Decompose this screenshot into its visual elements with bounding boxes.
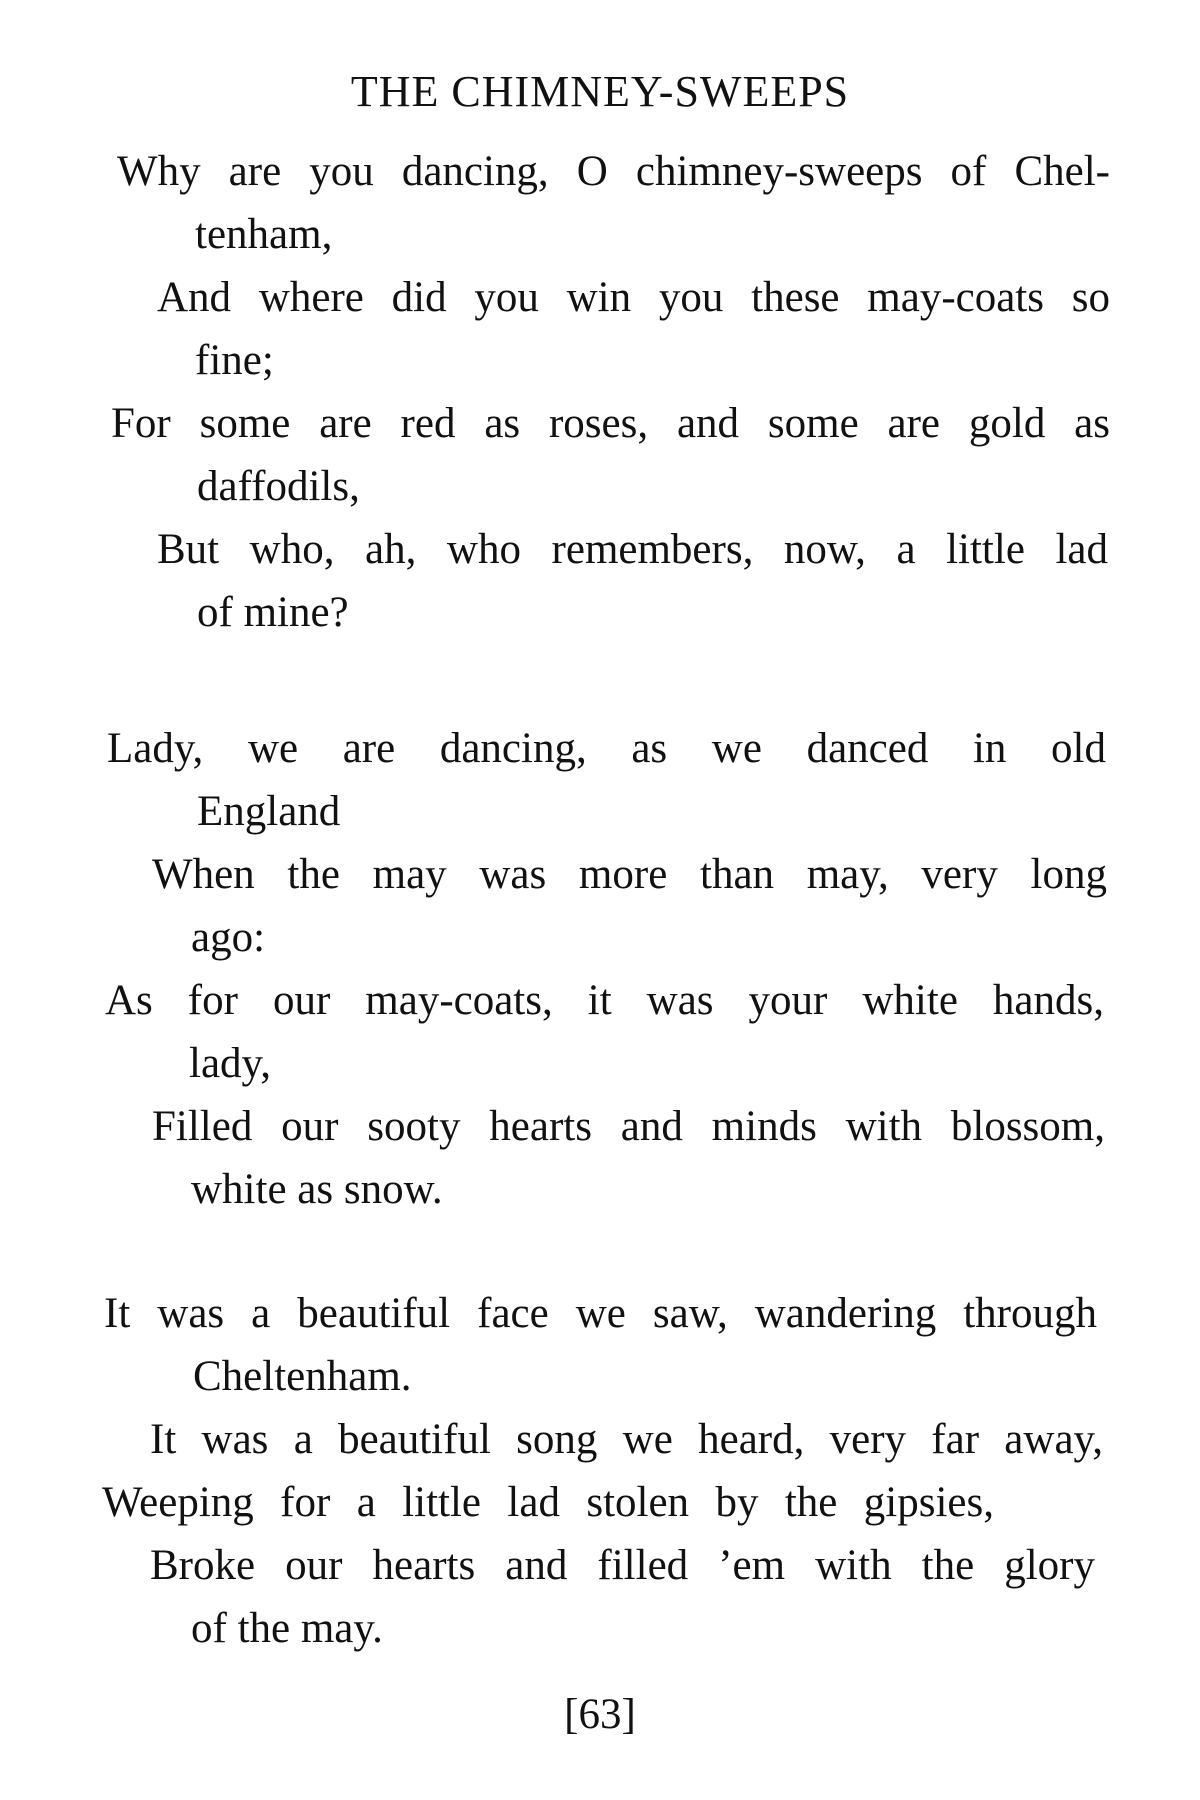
- poem-line: When the may was more than may, very long: [152, 851, 1107, 898]
- poem-line: It was a beautiful song we heard, very far away,: [150, 1416, 1103, 1463]
- poem-line: Broke our hearts and filled ’em with the glory: [150, 1542, 1095, 1589]
- poem-line: Filled our sooty hearts and minds with blossom,: [152, 1103, 1105, 1150]
- poem-line: Weeping for a little lad stolen by the gipsies,: [102, 1479, 994, 1526]
- poem-line: For some are red as roses, and some are gold as: [111, 400, 1110, 447]
- page-number: [63]: [564, 1691, 636, 1738]
- poem-line: Lady, we are dancing, as we danced in old: [107, 725, 1106, 772]
- poem-line: But who, ah, who remembers, now, a little lad: [157, 526, 1108, 573]
- poem-line: daffodils,: [197, 463, 360, 510]
- poem-line: And where did you win you these may-coats so: [157, 274, 1110, 321]
- poem-line: Cheltenham.: [193, 1353, 412, 1400]
- poem-line: ago:: [191, 914, 266, 961]
- poem-line: Why are you dancing, O chimney-sweeps of Chel-: [117, 148, 1110, 195]
- poem-line: fine;: [195, 337, 274, 384]
- poem-line: lady,: [189, 1040, 271, 1087]
- poem-title: THE CHIMNEY-SWEEPS: [350, 67, 850, 116]
- poem-line: It was a beautiful face we saw, wandering through: [104, 1290, 1097, 1337]
- poem-line: As for our may-coats, it was your white hands,: [105, 977, 1104, 1024]
- poem-line: England: [197, 788, 341, 835]
- poem-line: of the may.: [191, 1605, 383, 1652]
- poem-line: tenham,: [195, 211, 333, 258]
- poem-line: of mine?: [197, 589, 349, 636]
- poem-line: white as snow.: [191, 1166, 443, 1213]
